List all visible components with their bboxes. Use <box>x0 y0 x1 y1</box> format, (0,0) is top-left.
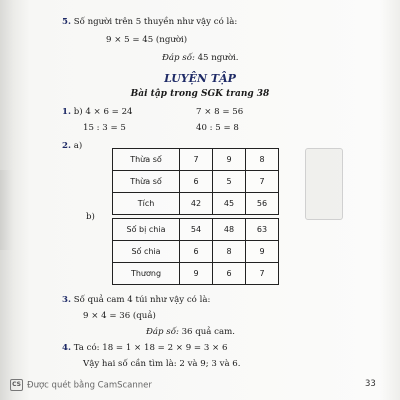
table-cell: 42 <box>180 193 213 215</box>
table-cell: 7 <box>246 171 279 193</box>
table-cell: 8 <box>213 241 246 263</box>
table-row <box>113 149 279 171</box>
table-cell-label: Số chia <box>113 241 180 263</box>
table-cell-label: Thừa số <box>113 171 180 193</box>
section-subtitle: Bài tập trong SGK trang 38 <box>130 89 270 99</box>
exercise-2-part-a-label <box>62 141 82 151</box>
camscanner-text: Được quét bằng CamScanner <box>27 380 152 391</box>
table-cell: 9 <box>213 149 246 171</box>
exercise-2-part-b: b) <box>86 212 95 222</box>
camscanner-icon: CS <box>10 379 23 391</box>
exercise-2-part-a: a) <box>73 141 83 151</box>
table-cell: 6 <box>180 171 213 193</box>
problem-5-answer-label: Đáp số: <box>162 53 195 63</box>
exercise-1-number: 1. <box>62 107 71 117</box>
problem-5-answer <box>162 53 239 63</box>
table-cell: 48 <box>213 219 246 241</box>
exercise-3-statement <box>62 295 210 305</box>
table-cell-label: Số bị chia <box>113 219 180 241</box>
table-cell: 9 <box>246 241 279 263</box>
exercise-4-line-1 <box>62 343 227 353</box>
table-cell: 9 <box>180 263 213 285</box>
page-number: 33 <box>365 379 376 389</box>
problem-5-statement <box>62 17 237 27</box>
table-cell: 5 <box>213 171 246 193</box>
exercise-1-row-1-left: 4 × 6 = 24 <box>85 107 133 117</box>
exercise-4-number: 4. <box>62 343 71 353</box>
table-row <box>113 263 279 285</box>
exercise-2-number: 2. <box>62 141 71 151</box>
problem-5-expression: 9 × 5 = 45 (người) <box>106 35 188 45</box>
table-cell-label: Tích <box>113 193 180 215</box>
table-cell: 45 <box>213 193 246 215</box>
table-row <box>113 241 279 263</box>
table-cell: 54 <box>180 219 213 241</box>
table-cell: 7 <box>180 149 213 171</box>
table-cell: 7 <box>246 263 279 285</box>
table-cell: 8 <box>246 149 279 171</box>
problem-5-answer-value: 45 người. <box>197 53 239 63</box>
camscanner-watermark <box>10 379 152 391</box>
page-binding-shadow <box>0 170 14 250</box>
table-cell: 6 <box>213 263 246 285</box>
exercise-3-answer <box>146 327 235 337</box>
exercise-1-row-1 <box>62 107 133 117</box>
table-multiplication <box>112 148 279 215</box>
table-row <box>113 219 279 241</box>
problem-5-text: Số người trên 5 thuyền như vậy có là: <box>73 17 238 27</box>
exercise-1-row-2-left: 15 : 3 = 5 <box>83 123 126 133</box>
problem-5-number: 5. <box>62 17 71 27</box>
exercise-1-row-2-right: 40 : 5 = 8 <box>196 123 239 133</box>
table-cell: 63 <box>246 219 279 241</box>
section-title: LUYỆN TẬP <box>164 72 236 85</box>
table-cell-label: Thừa số <box>113 149 180 171</box>
table-cell: 6 <box>180 241 213 263</box>
table-division <box>112 218 279 285</box>
exercise-3-number: 3. <box>62 295 71 305</box>
table-row <box>113 171 279 193</box>
exercise-3-expression: 9 × 4 = 36 (quả) <box>83 311 156 321</box>
exercise-1-row-1-right: 7 × 8 = 56 <box>196 107 244 117</box>
exercise-3-text: Số quả cam 4 túi như vậy có là: <box>73 295 211 305</box>
table-row <box>113 193 279 215</box>
exercise-4-text-1: Ta có: 18 = 1 × 18 = 2 × 9 = 3 × 6 <box>73 343 228 353</box>
table-cell-label: Thương <box>113 263 180 285</box>
exercise-3-answer-value: 36 quả cam. <box>181 327 235 337</box>
exercise-4-line-2: Vậy hai số cần tìm là: 2 và 9; 3 và 6. <box>83 359 241 369</box>
exercise-1-part: b) <box>73 107 83 117</box>
background-bleed-through <box>305 148 343 220</box>
exercise-3-answer-label: Đáp số: <box>146 327 179 337</box>
table-cell: 56 <box>246 193 279 215</box>
